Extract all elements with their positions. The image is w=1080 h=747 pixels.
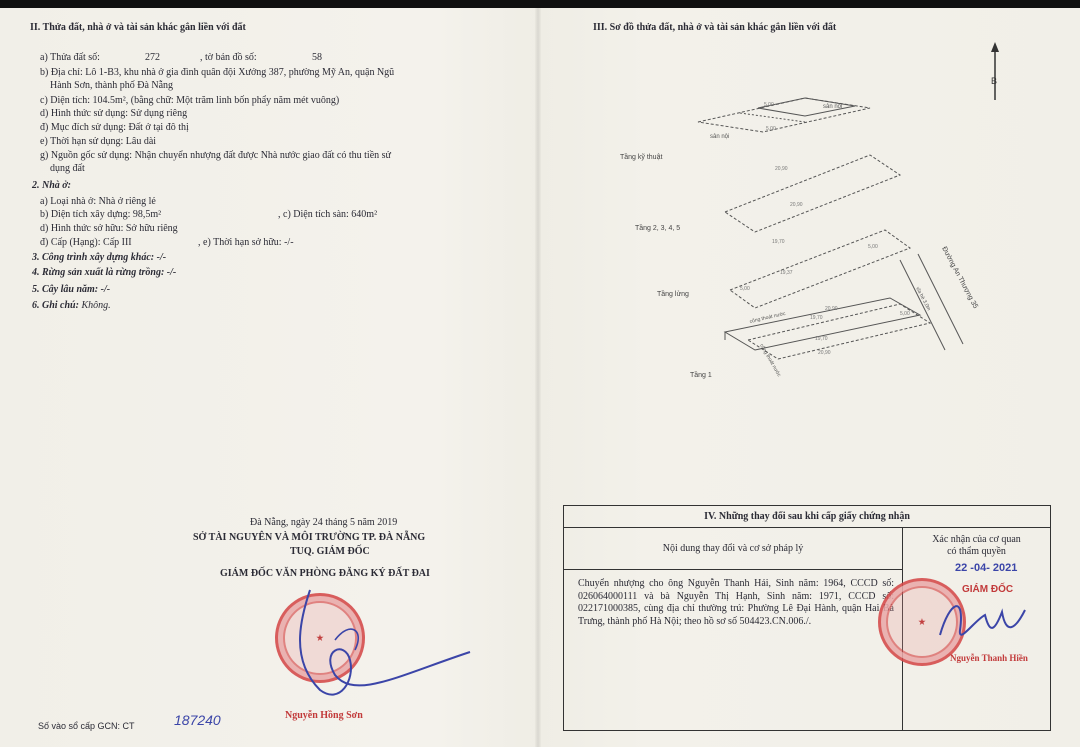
seal-core: ★: [316, 633, 324, 643]
house-ownership-term: , e) Thời hạn sở hữu: -/-: [198, 237, 294, 248]
issue-date: Đà Nẵng, ngày 24 tháng 5 năm 2019: [250, 517, 398, 528]
san-noi-1: sân nội: [710, 134, 730, 140]
dim-4: 20,90: [790, 202, 803, 208]
dim-3: 20,90: [775, 166, 788, 172]
dim-8: 5,00: [868, 244, 878, 250]
dim-13: 20,90: [818, 350, 831, 356]
house-ownership-form: d) Hình thức sở hữu: Sở hữu riêng: [40, 223, 178, 234]
map-sheet-number: 58: [312, 52, 322, 63]
sidewalk-label: vỉa hè 3,0m: [914, 286, 932, 312]
land-area: c) Diện tích: 104.5m², (bằng chữ: Một trăm linh bốn phẩy năm mét vuông): [40, 95, 340, 106]
house-floor-area: , c) Diện tích sàn: 640m²: [278, 209, 378, 220]
floor-plan-diagram: [600, 40, 1050, 400]
san-noi-2: sân nội: [823, 104, 843, 110]
issuing-org: SỞ TÀI NGUYÊN VÀ MÔI TRƯỜNG TP. ĐÀ NẴNG: [193, 532, 426, 543]
signer-name-left: Nguyễn Hồng Sơn: [285, 710, 363, 721]
road-label: Đường An Thượng 35: [940, 245, 979, 310]
land-origin-line1: g) Nguồn gốc sử dụng: Nhận chuyển nhượng đất được Nhà nước giao đất có thu tiền sử: [40, 150, 391, 161]
note-value: Không.: [78, 300, 111, 311]
col-confirm-header-line1: Xác nhận của cơ quan: [932, 534, 1021, 545]
office-director-title: GIÁM ĐỐC VĂN PHÒNG ĐĂNG KÝ ĐẤT ĐAI: [220, 568, 430, 579]
house-section-title: 2. Nhà ở:: [32, 180, 71, 191]
land-origin-line2: dụng đất: [50, 163, 85, 174]
plan-floor-tech: [698, 98, 870, 132]
dim-11: 20,90: [825, 306, 838, 312]
note: [32, 300, 111, 312]
registration-number: 187240: [174, 712, 221, 728]
section-2-title: II. Thửa đất, nhà ở và tài sản khác gắn liền với đất: [30, 22, 246, 33]
signature-left: [280, 580, 480, 710]
label-floor-1: Tầng 1: [690, 372, 712, 379]
plan-floor-2345: [725, 155, 900, 232]
dim-2: 5,00: [766, 126, 776, 132]
dim-9: 19,70: [810, 315, 823, 321]
land-address-line2: Hành Sơn, thành phố Đà Nẵng: [50, 80, 174, 91]
signature-right: [930, 590, 1040, 650]
compass-label: B: [991, 76, 998, 86]
drain-label-1: cống thoát nước: [749, 310, 787, 325]
map-sheet-label: , tờ bản đồ số:: [200, 52, 257, 63]
plan-floor-mezz: [730, 230, 910, 308]
confirm-signer: Nguyễn Thanh Hiền: [950, 653, 1028, 663]
land-use-term: e) Thời hạn sử dụng: Lâu dài: [40, 136, 157, 147]
land-address-line1: b) Địa chỉ: Lô 1-B3, khu nhà ở gia đình quân đội Xưởng 387, phường Mỹ An, quận Ngũ: [40, 67, 395, 78]
page-fold: [535, 8, 541, 747]
seal-core-right: ★: [918, 617, 926, 627]
dim-7: 5,00: [740, 286, 750, 292]
production-forest: 4. Rừng sản xuất là rừng trồng: -/-: [32, 267, 177, 278]
confirm-title: GIÁM ĐỐC: [962, 584, 1014, 595]
land-use-form: d) Hình thức sử dụng: Sử dụng riêng: [40, 108, 188, 119]
land-use-purpose: đ) Mục đích sử dụng: Đất ở tại đô thị: [40, 122, 189, 133]
dim-12: 19,70: [815, 336, 828, 342]
dim-10: 5,00: [900, 311, 910, 317]
land-parcel-number: 272: [145, 52, 160, 63]
note-label: 6. Ghi chú:: [32, 300, 79, 311]
confirm-date: 22 -04- 2021: [955, 562, 1018, 574]
land-parcel-label: a) Thửa đất số:: [40, 52, 100, 63]
house-type: a) Loại nhà ở: Nhà ở riêng lẻ: [40, 196, 156, 207]
perennial-trees: 5. Cây lâu năm: -/-: [32, 284, 111, 295]
drain-label-2: cống thoát nước: [758, 343, 782, 378]
section-4-title: IV. Những thay đổi sau khi cấp giấy chứng nhận: [564, 506, 1050, 528]
house-build-area: b) Diện tích xây dựng: 98,5m²: [40, 209, 162, 220]
label-floor-2345: Tầng 2, 3, 4, 5: [635, 225, 681, 232]
registration-label: Số vào sổ cấp GCN: CT: [38, 721, 135, 731]
label-floor-mezz: Tầng lửng: [657, 291, 689, 298]
col-content-header: Nội dung thay đổi và cơ sở pháp lý: [564, 528, 902, 570]
dim-1: 5,00: [764, 102, 774, 108]
section-3-title: III. Sơ đồ thửa đất, nhà ở và tài sản khác gắn liền với đất: [593, 22, 837, 33]
dim-6: 19,37: [780, 270, 793, 276]
col-confirm-header-line2: có thẩm quyền: [947, 546, 1006, 557]
change-content: Chuyển nhượng cho ông Nguyễn Thanh Hải, Sinh năm: 1964, CCCD số: 026064000111 và bà Nguyễn Thị Hạnh, Sinh năm: 1971, CCCD số: 022171000385, cùng địa chỉ thường trú: Phường Lê Đại Hành, quận Hai Bà Trưng, thành phố Hà Nội; theo hồ sơ số 504423.CN.006./.: [578, 578, 894, 627]
label-floor-tech: Tầng kỹ thuật: [620, 154, 663, 161]
other-construction: 3. Công trình xây dựng khác: -/-: [32, 252, 167, 263]
north-arrow-icon: [991, 42, 999, 100]
house-grade: đ) Cấp (Hạng): Cấp III: [40, 237, 132, 248]
authorization-title: TUQ. GIÁM ĐỐC: [290, 546, 370, 557]
dim-5: 19,70: [772, 239, 785, 245]
